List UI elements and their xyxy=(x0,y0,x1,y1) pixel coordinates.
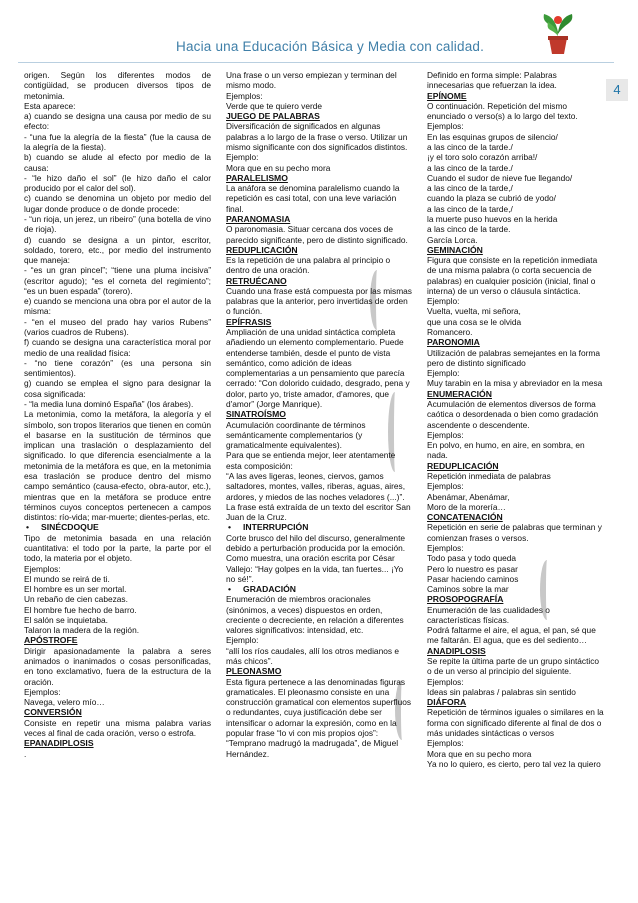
text-column-1 xyxy=(24,70,211,896)
section-heading: DIÁFORA xyxy=(427,697,467,708)
text-line: ¡y el toro solo corazón arriba!/ xyxy=(427,152,538,163)
text-line: a las cinco de la tarde,/ xyxy=(427,203,513,214)
text-line: García Lorca. xyxy=(427,234,478,245)
text-line: Esta figura pertenece a las denominadas figuras gramaticales. El pleonasmo consiste en una construcción gramatical con elementos superfluos o redundantes, cuya justificación debe ser intensificar o adornar la expresión, como en la popular frase “lo vi con mis propios ojos”: “Temprano madrugó la madrugada”, de Miguel Hernández. xyxy=(226,676,412,759)
text-line: c) cuando se denomina un objeto por medio del lugar donde produce o de donde procede: xyxy=(24,193,211,214)
text-line: Moro de la morería… xyxy=(427,501,506,512)
text-line: Para que se entienda mejor, leer atentamente esta composición: xyxy=(226,450,396,471)
text-line: Repetición inmediata de palabras xyxy=(427,470,551,481)
text-line: Figura que consiste en la repetición inmediata de una misma palabra (o corta secuencia de palabras) en cualquier posición (inicial, final o interna) de un verso o cláusula sintáctica. xyxy=(427,255,598,296)
text-line: Mora que en su pecho mora xyxy=(427,748,532,759)
text-line: Diversificación de significados en algunas palabras a lo largo de la frase o verso. Utilizar un mismo significante con dos significados distintos. xyxy=(226,121,408,152)
text-line: El salón se inquietaba. xyxy=(24,614,108,625)
text-column-2 xyxy=(226,70,412,896)
text-line: Corte brusco del hilo del discurso, generalmente debido a perturbación producida por la emoción. Como muestra, una oración escrita por César Vallejo: “Hay golpes en la vida, tan fuertes... ¡Yo no sé!”. xyxy=(226,532,406,584)
text-line: Acumulación coordinante de términos semánticamente complementarios (y gramaticalmente equivalentes). xyxy=(226,419,366,451)
section-heading: GEMINACIÓN xyxy=(427,244,483,255)
text-line: Mora que en su pecho mora xyxy=(226,162,331,173)
text-line: Utilización de palabras semejantes en la forma pero de distinto significado xyxy=(427,347,600,368)
text-line: Repetición de términos iguales o similares en la forma con significado diferente al final de dos o más unidades sintácticas o versos xyxy=(427,707,604,738)
text-line: O paronomasia. Situar cercana dos voces de parecido significante, pero de distinto significado. xyxy=(226,224,408,245)
text-line: Dirigir apasionadamente la palabra a seres animados o inanimados o cosas personificadas, en tono exclamativo, fuera de la estructura de la oración. xyxy=(24,645,211,687)
text-line: que una cosa se le olvida xyxy=(427,316,522,327)
text-line: f) cuando se designa una característica moral por medio de una realidad física: xyxy=(24,337,211,358)
text-line: Ejemplos: xyxy=(24,563,61,574)
text-line: Podrá faltarme el aire, el agua, el pan, sé que me faltarán. El agua, que es del sediento… xyxy=(427,625,596,646)
section-heading: PARALELISMO xyxy=(226,172,288,183)
text-line: a las cinco de la tarde,/ xyxy=(427,183,513,194)
text-line: “A las aves ligeras, leones, ciervos, gamos saltadores, montes, valles, riberas, aguas, aires, ardores, y miedos de las noches veladores (...)”. La frase está extraída de un texto del escritor San Juan de la Cruz. xyxy=(226,470,411,523)
text-line: a las cinco de la tarde. xyxy=(427,224,511,235)
text-line: g) cuando se emplea el signo para designar la cosa significada: xyxy=(24,378,211,399)
text-line: En las esquinas grupos de silencio/ xyxy=(427,131,558,142)
text-line: d) cuando se designa a un pintor, escritor, soldado, torero, etc., por medio del instrumento que maneja: xyxy=(24,234,211,266)
text-column-3 xyxy=(427,70,604,896)
text-line: a las cinco de la tarde./ xyxy=(427,141,513,152)
section-heading: ENUMERACIÓN xyxy=(427,388,492,399)
text-line: la muerte puso huevos en la herida xyxy=(427,213,558,224)
text-line: Ejemplos: xyxy=(427,481,464,492)
text-line: Caminos sobre la mar xyxy=(427,584,509,595)
text-line: Acumulación de elementos diversos de forma caótica o desordenada o bien como gradación ascendente o descendente. xyxy=(427,399,599,430)
section-heading: EPÍFRASIS xyxy=(226,316,272,327)
text-line: Pero lo nuestro es pasar xyxy=(427,563,518,574)
text-line: Ejemplos: xyxy=(427,121,464,132)
text-line: Tipo de metonimia basada en una relación cuantitativa: el todo por la parte, la parte por el todo, la materia por el objeto. xyxy=(24,532,211,564)
text-line: Es la repetición de una palabra al principio o dentro de una oración. xyxy=(226,255,391,276)
text-line: cuando la plaza se cubrió de yodo/ xyxy=(427,193,556,204)
text-line: Navega, velero mío… xyxy=(24,697,105,708)
text-line: La anáfora se denomina paralelismo cuando la repetición es casi total, con una leve variación final. xyxy=(226,183,400,214)
section-heading: PARONOMIA xyxy=(427,337,480,348)
text-line: Ideas sin palabras / palabras sin sentido xyxy=(427,686,576,697)
text-line: a las cinco de la tarde./ xyxy=(427,162,513,173)
text-line: Una frase o un verso empiezan y terminan del mismo modo. xyxy=(226,70,397,91)
text-line: Pasar haciendo caminos xyxy=(427,573,519,584)
section-heading: • SINÉCDOQUE xyxy=(24,522,211,532)
text-line: a) cuando se designa una causa por medio de su efecto: xyxy=(24,111,211,132)
text-line: Todo pasa y todo queda xyxy=(427,553,517,564)
text-line: El mundo se reirá de ti. xyxy=(24,573,110,584)
text-line: Definido en forma simple: Palabras innecesarias que refuerzan la idea. xyxy=(427,70,557,91)
text-line: Enumeración de miembros oracionales (sinónimos, a veces) dispuestos en orden, creciente o decreciente, en relación a diferentes valores significativos: intensidad, etc. xyxy=(226,594,404,636)
section-heading: JUEGO DE PALABRAS xyxy=(226,111,320,122)
text-line: Ejemplo: xyxy=(226,635,259,646)
text-line: Vuelta, vuelta, mi señora, xyxy=(427,306,521,317)
text-line: Abenámar, Abenámar, xyxy=(427,491,510,502)
text-line: b) cuando se alude al efecto por medio de la causa: xyxy=(24,152,211,173)
text-line: Esta aparece: xyxy=(24,100,76,111)
section-heading: EPANADIPLOSIS xyxy=(24,738,94,749)
text-line: “allí los ríos caudales, allí los otros medianos e más chicos”. xyxy=(226,645,399,667)
text-line: - “le hizo daño el sol” (le hizo daño el calor producido por el calor del sol). xyxy=(24,172,211,194)
text-line: Cuando una frase está compuesta por las mismas palabras que la anterior, pero invertidas de orden o función. xyxy=(226,285,412,317)
text-line: Ejemplos: xyxy=(427,542,464,553)
section-heading: RETRUÉCANO xyxy=(226,275,287,286)
text-line: - “una fue la alegría de la fiesta” (fue la causa de la alegría de la fiesta). xyxy=(24,131,211,152)
section-heading: • GRADACIÓN xyxy=(226,584,412,594)
text-line: Ejemplos: xyxy=(24,686,61,697)
text-line: Ejemplos: xyxy=(427,738,464,749)
text-line: La metonimia, como la metáfora, la alegoría y el símbolo, son tropos literarios que tienen en común el basarse en la sustitución de términos que implican una traslación o desplazamiento del significado. lo que diferencia esencialmente a la metonimia de la metáfora es que, en la metonimia esa traslación se produce dentro del mismo campo semántico (causa-efecto, obra-autor, etc.), mientras que en la metáfora se produce entre términos cuyos conceptos pertenecen a campos distintos: río-vida; mar-muerte; dientes-perlas, etc. xyxy=(24,409,211,523)
text-line: Romancero. xyxy=(427,327,473,338)
header-rule xyxy=(18,62,614,63)
text-line: origen. Según los diferentes modos de contigüidad, se producen diversos tipos de metonimia. xyxy=(24,70,211,101)
text-line: Ejemplos: xyxy=(427,676,464,687)
text-line: . xyxy=(24,748,27,759)
text-line: - “es un gran pincel”; “tiene una pluma incisiva” (escritor agudo); “es el corneta del regimiento”; “es un buen espada” (torero). xyxy=(24,265,211,296)
text-line: - “no tiene corazón” (es una persona sin sentimientos). xyxy=(24,357,211,379)
text-line: Repetición en serie de palabras que terminan y comienzan frases o versos. xyxy=(427,522,602,543)
text-line: Ejemplo: xyxy=(427,296,460,307)
text-line: Ya no lo quiero, es cierto, pero tal vez la quiero xyxy=(427,758,601,769)
text-line: Cuando el sudor de nieve fue llegando/ xyxy=(427,172,573,183)
section-heading: PLEONASMO xyxy=(226,666,282,677)
text-line: Verde que te quiero verde xyxy=(226,100,323,111)
text-line: Se repite la última parte de un grupo sintáctico o de un verso al principio del siguiente. xyxy=(427,656,600,677)
section-heading: CONVERSIÓN xyxy=(24,707,82,718)
text-line: Ampliación de una unidad sintáctica completa añadiendo un elemento complementario. Puede entenderse también, desde el punto de vista semántico, como adición de ideas complementarias a un pensamiento que parecía cerrado: “Con dolorido cuidado, desgrado, pena y dolor, parto yo, triste amador, d'amores, que d'amor” (Jorge Manrique). xyxy=(226,327,410,409)
plant-icon xyxy=(540,8,576,58)
text-line: Ejemplos: xyxy=(226,90,263,101)
text-line: Ejemplo: xyxy=(226,152,259,163)
text-line: Ejemplos: xyxy=(427,429,464,440)
section-heading: SINATROÍSMO xyxy=(226,409,286,420)
section-heading: EPÍNOME xyxy=(427,90,467,101)
section-heading: CONCATENACIÓN xyxy=(427,512,503,523)
text-line: El hombre fue hecho de barro. xyxy=(24,604,137,615)
text-line: - “un rioja, un jerez, un ribeiro” (una botella de vino de rioja). xyxy=(24,213,211,235)
text-line: O continuación. Repetición del mismo enunciado o verso(s) a lo largo del texto. xyxy=(427,100,578,122)
text-line: Ejemplo: xyxy=(427,368,460,379)
text-line: El hombre es un ser mortal. xyxy=(24,584,127,595)
text-line: Muy tarabin en la misa y abreviador en la mesa xyxy=(427,378,603,389)
text-line: Talaron la madera de la región. xyxy=(24,625,140,636)
page-number: 4 xyxy=(606,79,628,101)
section-heading: PROSOPOGRAFÍA xyxy=(427,594,504,605)
section-heading: REDUPLICACIÓN xyxy=(226,244,298,255)
section-heading: REDUPLICACIÓN xyxy=(427,460,499,471)
text-line: Enumeración de las cualidades o características físicas. xyxy=(427,604,550,625)
section-heading: APÓSTROFE xyxy=(24,635,78,646)
section-heading: • INTERRUPCIÓN xyxy=(226,522,412,532)
header-title: Hacia una Educación Básica y Media con calidad. xyxy=(176,39,485,54)
section-heading: PARANOMASIA xyxy=(226,213,291,224)
text-line: - “la media luna dominó España” (los árabes). xyxy=(24,399,194,409)
section-heading: ANADIPLOSIS xyxy=(427,645,486,656)
text-line: En polvo, en humo, en aire, en sombra, en nada. xyxy=(427,440,585,461)
text-line: e) cuando se menciona una obra por el autor de la misma: xyxy=(24,296,211,317)
text-line: Un rebaño de cien cabezas. xyxy=(24,594,128,605)
text-line: - “en el museo del prado hay varios Rubens” (varios cuadros de Rubens). xyxy=(24,316,211,338)
text-line: Consiste en repetir una misma palabra varias veces al final de cada oración, verso o estrofa. xyxy=(24,717,211,738)
